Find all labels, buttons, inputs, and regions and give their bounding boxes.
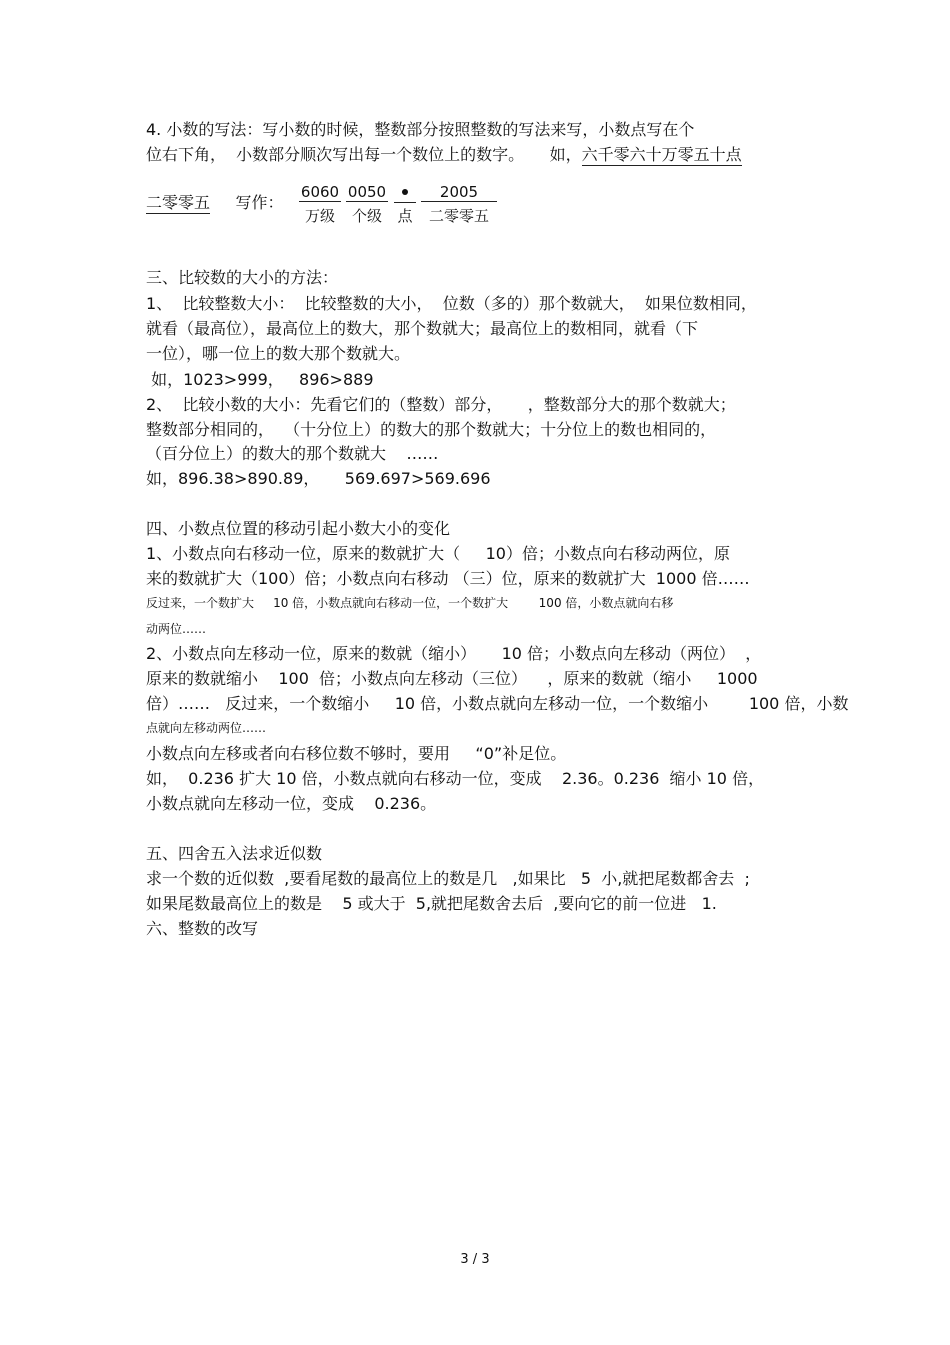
paragraph-line: 一位），哪一位上的数大那个数就大。: [146, 344, 411, 363]
paragraph-line-small: 点就向左移动两位……: [146, 721, 267, 735]
table-cell-bottom: 个级: [351, 207, 382, 225]
underlined-example: 二零零五: [146, 193, 211, 212]
paragraph-line: 倍）…… 反过来，一个数缩小 10 倍，小数点就向左移动一位，一个数缩小 100 倍，小数: [146, 694, 849, 713]
paragraph-line: 如果尾数最高位上的数是 5 或大于 5,就把尾数舍去后 ,要向它的前一位进 1.: [146, 894, 717, 913]
paragraph-line: 4. 小数的写法：写小数的时候，整数部分按照整数的写法来写，小数点写在个: [146, 120, 695, 139]
paragraph-line-small: 动两位……: [146, 622, 207, 636]
decimal-point-dot: [402, 189, 408, 195]
line-text: 位右下角， 小数部分顺次写出每一个数位上的数字。 如，: [146, 145, 582, 164]
table-cell-top: 6060: [300, 183, 340, 201]
paragraph-line: 如，1023>999， 896>889: [146, 370, 374, 389]
paragraph-line: 整数部分相同的， （十分位上）的数大的那个数就大；十分位上的数也相同的，: [146, 420, 717, 439]
paragraph-line: 2、 比较小数的大小：先看它们的（整数）部分， ，整数部分大的那个数就大；: [146, 395, 736, 414]
section-heading: 三、比较数的大小的方法：: [146, 268, 339, 287]
paragraph-line: 1、小数点向右移动一位，原来的数就扩大（ 10）倍；小数点向右移动两位，原: [146, 544, 730, 563]
table-cell-bottom: 万级: [304, 207, 335, 225]
paragraph-line: 1、 比较整数大小： 比较整数的大小， 位数（多的）那个数就大， 如果位数相同，: [146, 294, 757, 313]
section-heading: 六、整数的改写: [146, 919, 259, 938]
underlined-example: 六千零六十万零五十点: [581, 145, 742, 164]
written-as-label: 写作：: [235, 193, 284, 212]
paragraph-line: （百分位上）的数大的那个数就大 ……: [146, 444, 439, 463]
paragraph-line: [146, 144, 742, 166]
paragraph-line: [146, 192, 283, 214]
section-heading: 五、四舍五入法求近似数: [146, 844, 323, 863]
paragraph-line: 小数点就向左移动一位，变成 0.236。: [146, 794, 437, 813]
table-cell-bottom: 点: [397, 207, 413, 225]
paragraph-line: 求一个数的近似数 ,要看尾数的最高位上的数是几 ,如果比 5 小,就把尾数都舍去 ;: [146, 869, 750, 888]
table-cell-top: 0050: [347, 183, 387, 201]
table-cell-top: 2005: [421, 183, 497, 202]
section-heading: 四、小数点位置的移动引起小数大小的变化: [146, 519, 451, 538]
paragraph-line: 2、小数点向左移动一位，原来的数就（缩小） 10 倍；小数点向左移动（两位） ，: [146, 644, 762, 663]
paragraph-line: 来的数就扩大（100）倍；小数点向右移动 （三）位，原来的数就扩大 1000 倍……: [146, 569, 750, 588]
table-cell-bottom: 二零零五: [428, 207, 489, 225]
paragraph-line-small: 反过来，一个数扩大 10 倍，小数点就向右移动一位，一个数扩大 100 倍，小数点就向右移: [146, 596, 674, 610]
paragraph-line: 原来的数就缩小 100 倍；小数点向左移动（三位） ，原来的数就（缩小 1000: [146, 669, 758, 688]
paragraph-line: 就看（最高位），最高位上的数大，那个数就大；最高位上的数相同，就看（下: [146, 319, 699, 338]
paragraph-line: 小数点向左移或者向右移位数不够时，要用 “0”补足位。: [146, 744, 567, 763]
page-number: 3 / 3: [460, 1252, 490, 1267]
paragraph-line: 如，896.38>890.89， 569.697>569.696: [146, 469, 491, 488]
paragraph-line: 如， 0.236 扩大 10 倍，小数点就向右移动一位，变成 2.36。0.236 缩小 10 倍，: [146, 769, 765, 788]
